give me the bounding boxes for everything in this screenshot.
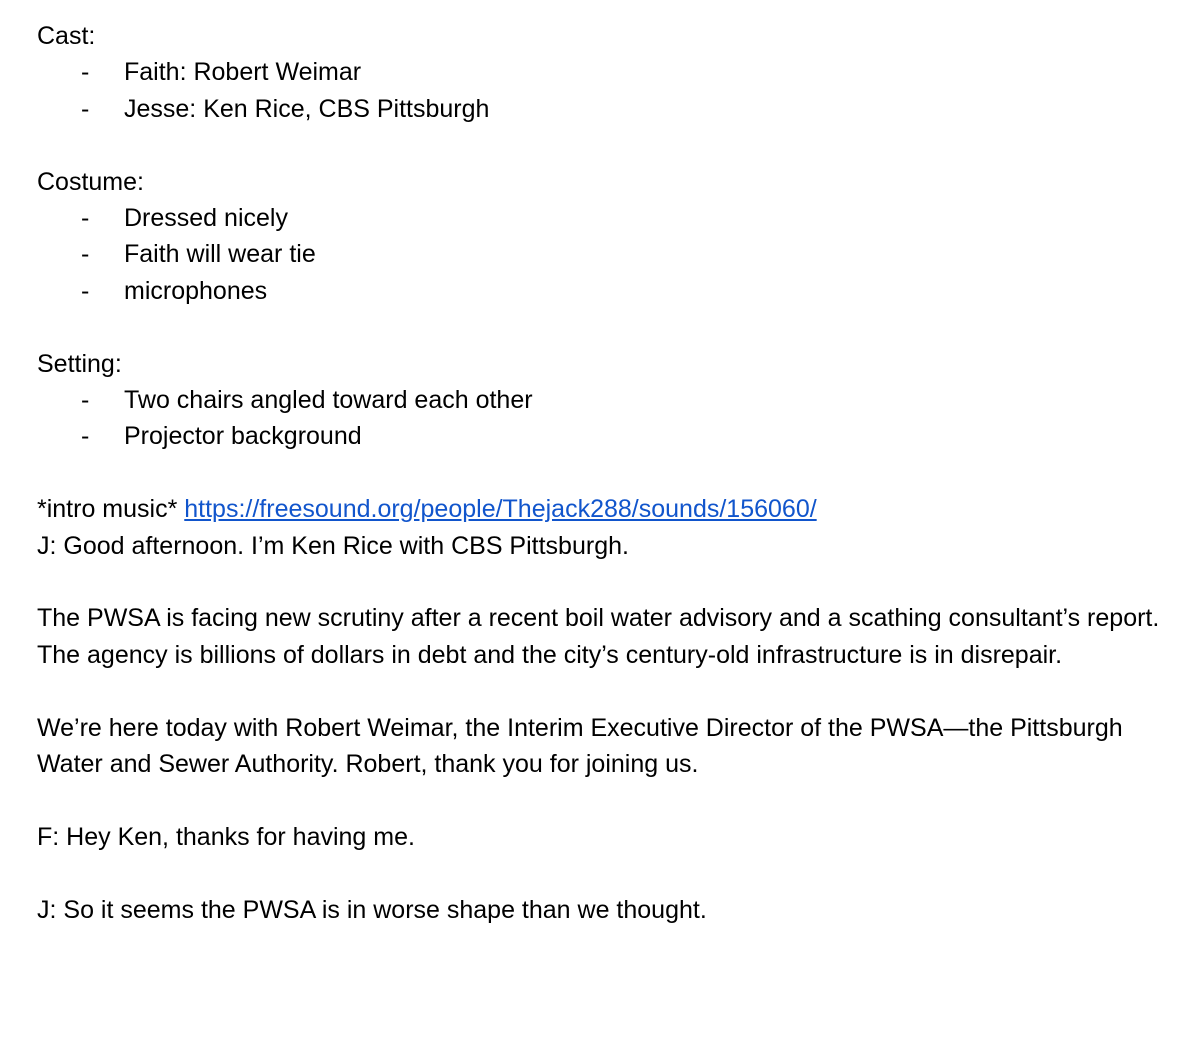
- list-item: [37, 91, 1167, 127]
- intro-music-line: [37, 491, 1167, 527]
- dash-marker: -: [81, 422, 90, 451]
- dash-marker: -: [81, 276, 90, 305]
- script-line-greeting: J: Good afternoon. I’m Ken Rice with CBS Pittsburgh.: [37, 531, 629, 560]
- dash-marker: -: [81, 204, 90, 233]
- dash-marker: -: [81, 386, 90, 415]
- dash-marker: -: [81, 240, 90, 269]
- blank-line: [37, 855, 1167, 891]
- blank-line: [37, 673, 1167, 709]
- intro-music-link[interactable]: https://freesound.org/people/Thejack288/sounds/156060/: [184, 495, 817, 524]
- list-item-text: microphones: [124, 276, 268, 305]
- dash-marker: -: [81, 94, 90, 123]
- setting-heading: Setting:: [37, 349, 122, 378]
- script-paragraph-introduction: We’re here today with Robert Weimar, the Interim Executive Director of the PWSA—the Pittsburgh Water and Sewer Authority. Robert, thank you for joining us.: [37, 713, 1123, 779]
- list-item: [37, 418, 1167, 454]
- blank-line: [37, 127, 1167, 163]
- list-item: [37, 382, 1167, 418]
- script-paragraph-context: The PWSA is facing new scrutiny after a recent boil water advisory and a scathing consultant’s report. The agency is billions of dollars in debt and the city’s century-old infrastructure is in disrepair.: [37, 604, 1160, 669]
- list-item: [37, 54, 1167, 90]
- cast-heading: Cast:: [37, 22, 96, 50]
- list-item-text: Dressed nicely: [124, 204, 288, 233]
- list-item: [37, 200, 1167, 236]
- cast-list: [37, 54, 1167, 127]
- list-item: [37, 236, 1167, 272]
- script-line-question: J: So it seems the PWSA is in worse shape than we thought.: [37, 895, 707, 924]
- list-item: [37, 273, 1167, 309]
- list-item-text: Jesse: Ken Rice, CBS Pittsburgh: [124, 94, 490, 123]
- list-item-text: Faith: Robert Weimar: [124, 58, 362, 87]
- blank-line: [37, 782, 1167, 818]
- dash-marker: -: [81, 58, 90, 87]
- list-item-text: Projector background: [124, 422, 362, 451]
- list-item-text: Two chairs angled toward each other: [124, 386, 533, 415]
- costume-heading: Costume:: [37, 167, 144, 196]
- blank-line: [37, 455, 1167, 491]
- blank-line: [37, 564, 1167, 600]
- intro-music-label: *intro music*: [37, 495, 185, 524]
- blank-line: [37, 309, 1167, 345]
- document-body: [37, 18, 1167, 928]
- list-item-text: Faith will wear tie: [124, 240, 316, 269]
- costume-list: [37, 200, 1167, 309]
- script-line-response: F: Hey Ken, thanks for having me.: [37, 822, 415, 851]
- setting-list: [37, 382, 1167, 455]
